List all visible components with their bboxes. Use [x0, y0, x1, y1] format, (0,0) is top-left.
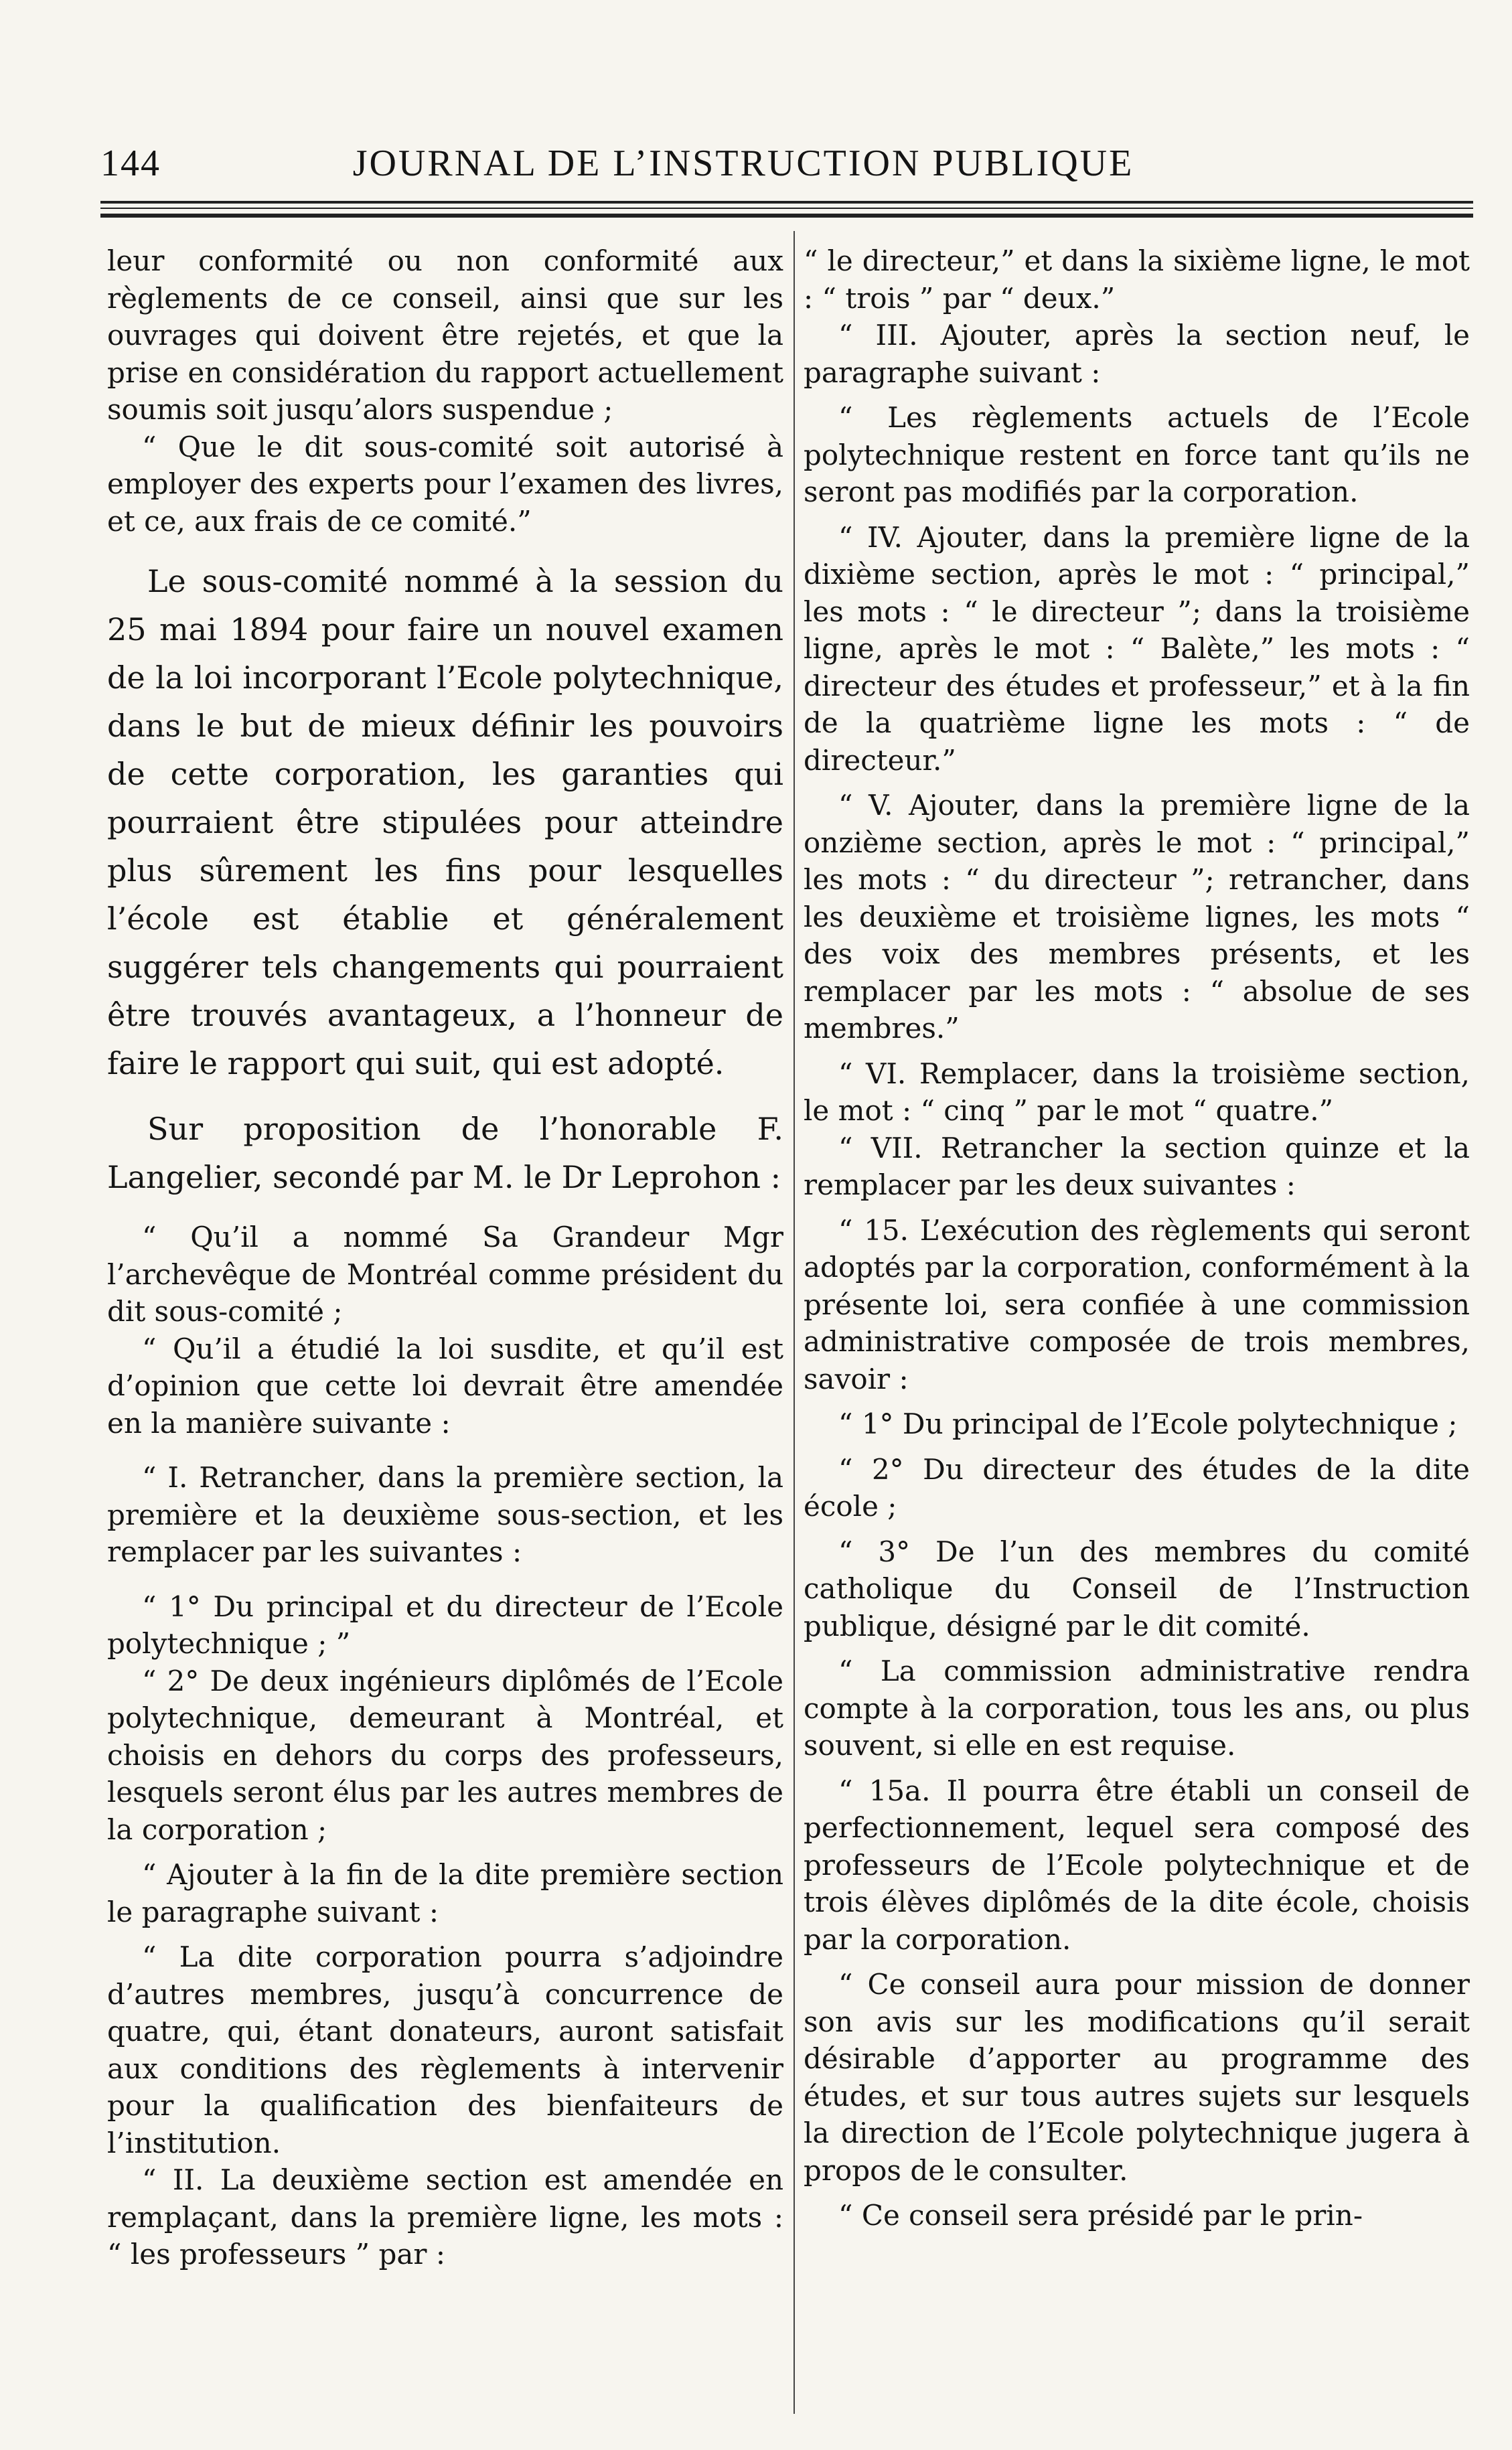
header-rule — [100, 208, 1473, 209]
paragraph: “ VI. Remplacer, dans la troisième section, le mot : “ cinq ” par le mot “ quatre.” — [804, 1057, 1470, 1127]
paragraph: “ 1° Du principal et du directeur de l’Ecole polytechnique ; ” — [107, 1590, 783, 1660]
paragraph: “ Les règlements actuels de l’Ecole polytechnique restent en force tant qu’ils ne seront pas modifiés par la corporation. — [804, 401, 1470, 508]
journal-title: JOURNAL DE L’INSTRUCTION PUBLIQUE — [352, 143, 1134, 184]
paragraph: “ 15. L’exécution des règlements qui seront adoptés par la corporation, conformément à la présente loi, sera confiée à une commission administrative composée de trois membres, savoir : — [804, 1213, 1470, 1395]
paragraph: “ V. Ajouter, dans la première ligne de la onzième section, après le mot : “ principal,” les mots : “ du directeur ”; retrancher, dans les deuxième et troisième lignes, les mots “ des voix des membres présents, et les remplacer par les mots : “ absolue de ses membres.” — [804, 789, 1470, 1045]
running-header — [100, 142, 1473, 185]
paragraph: “ I. Retrancher, dans la première section, la première et la deuxième sous-section, et les remplacer par les suivantes : — [107, 1461, 783, 1568]
left-column — [107, 242, 783, 2419]
right-column — [804, 242, 1470, 2419]
paragraph: Le sous-comité nommé à la session du 25 mai 1894 pour faire un nouvel examen de la loi incorporant l’Ecole polytechnique, dans le but de mieux définir les pouvoirs de cette corporation, les garanties qui pourraient être stipulées pour atteindre plus sûrement les fins pour lesquelles l’école est établie et généralement suggérer tels changements qui pourraient être trouvés avantageux, a l’honneur de faire le rapport qui suit, qui est adopté. — [107, 563, 783, 1081]
paragraph: leur conformité ou non conformité aux règlements de ce conseil, ainsi que sur les ouvrages qui doivent être rejetés, et que la prise en considération du rapport actuellement soumis soit jusqu’alors suspendue ; — [107, 244, 783, 426]
paragraph: “ 15a. Il pourra être établi un conseil de perfectionnement, lequel sera composé des professeurs de l’Ecole polytechnique et de trois élèves diplômés de la dite école, choisis par la corporation. — [804, 1774, 1470, 1956]
paragraph: Sur proposition de l’honorable F. Langelier, secondé par M. le Dr Leprohon : — [107, 1111, 783, 1195]
paragraph: “ le directeur,” et dans la sixième ligne, le mot : “ trois ” par “ deux.” — [804, 244, 1470, 315]
page-number: 144 — [100, 143, 161, 184]
paragraph: “ III. Ajouter, après la section neuf, le paragraphe suivant : — [804, 319, 1470, 389]
paragraph: “ 2° De deux ingénieurs diplômés de l’Ecole polytechnique, demeurant à Montréal, et choisis en dehors du corps des professeurs, lesquels seront élus par les autres membres de la corporation ; — [107, 1664, 783, 1846]
paragraph: “ VII. Retrancher la section quinze et la remplacer par les deux suivantes : — [804, 1131, 1470, 1201]
paragraph: “ II. La deuxième section est amendée en remplaçant, dans la première ligne, les mots : “ les professeurs ” par : — [107, 2163, 783, 2271]
paragraph: “ IV. Ajouter, dans la première ligne de la dixième section, après le mot : “ principal,” les mots : “ le directeur ”; dans la troisième ligne, après le mot : “ Balète,” les mots : “ directeur des études et professeur,” et à la fin de la quatrième ligne les mots : “ de directeur.” — [804, 520, 1470, 777]
paragraph: “ Qu’il a nommé Sa Grandeur Mgr l’archevêque de Montréal comme président du dit sous-comité ; — [107, 1221, 783, 1328]
paragraph: “ 1° Du principal de l’Ecole polytechnique ; — [838, 1407, 1458, 1440]
header-rule — [100, 214, 1473, 218]
column-divider — [793, 231, 795, 2414]
header-rule — [100, 201, 1473, 204]
paragraph: “ La commission administrative rendra compte à la corporation, tous les ans, ou plus souvent, si elle en est requise. — [804, 1655, 1470, 1762]
paragraph: “ Que le dit sous-comité soit autorisé à employer des experts pour l’examen des livres, et ce, aux frais de ce comité.” — [107, 430, 783, 538]
paragraph: “ Ajouter à la fin de la dite première section le paragraphe suivant : — [107, 1858, 783, 1928]
paragraph: “ 2° Du directeur des études de la dite école ; — [804, 1452, 1470, 1523]
paragraph: “ Ce conseil sera présidé par le prin- — [838, 2199, 1363, 2232]
paragraph: “ 3° De l’un des membres du comité catholique du Conseil de l’Instruction publique, désigné par le dit comité. — [804, 1535, 1470, 1642]
paragraph: “ Ce conseil aura pour mission de donner son avis sur les modifications qu’il serait désirable d’apporter au programme des études, et sur tous autres sujets sur lesquels la direction de l’Ecole polytechnique jugera à propos de le consulter. — [804, 1968, 1470, 2187]
paragraph: “ La dite corporation pourra s’adjoindre d’autres membres, jusqu’à concurrence de quatre, qui, étant donateurs, auront satisfait aux conditions des règlements à intervenir pour la qualification des bienfaiteurs de l’institution. — [107, 1940, 783, 2159]
paragraph: “ Qu’il a étudié la loi susdite, et qu’il est d’opinion que cette loi devrait être amendée en la manière suivante : — [107, 1332, 783, 1440]
